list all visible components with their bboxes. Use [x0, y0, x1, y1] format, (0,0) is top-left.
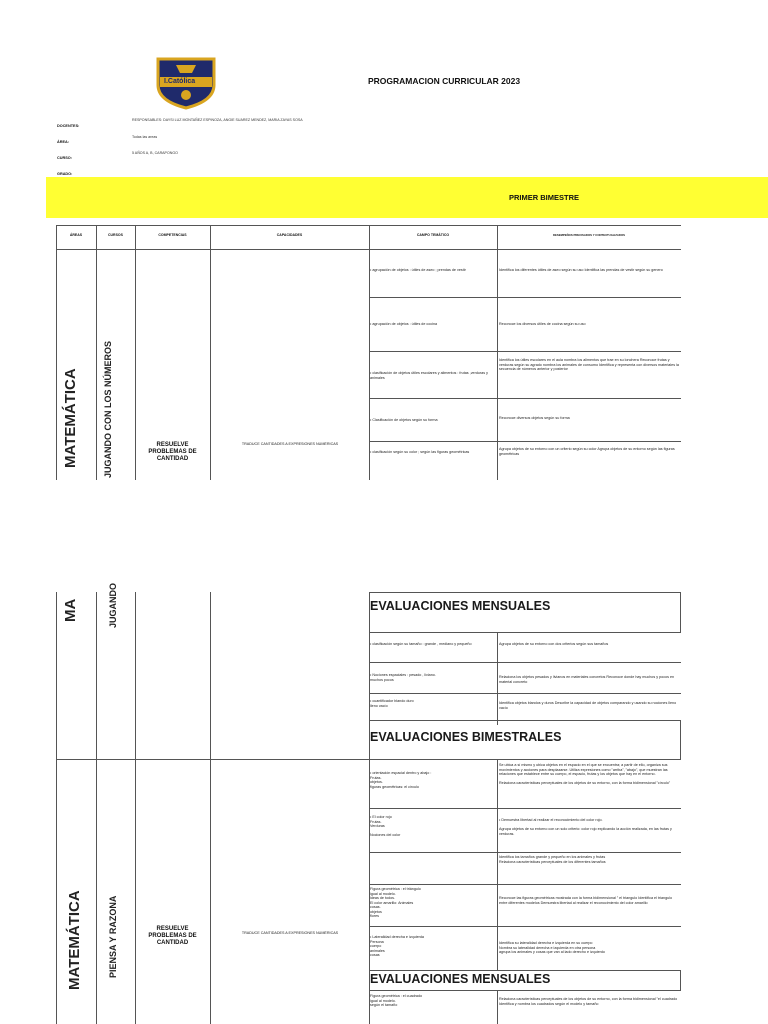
desempeno-row: Reconoce los diversos útiles de cocina según su uso [499, 322, 586, 326]
campo-row: • El color rojo Frutas. Verduras Nociones del color [370, 815, 401, 837]
col-areas: ÁREAS [69, 233, 83, 237]
campo-row: • Lateralidad derecha e izquierda Persona cuerpo animales cosas [370, 935, 424, 957]
desempeno-row: Reconoce diversos objetos según su forma [499, 416, 570, 420]
capacidad-1: TRADUCE CANTIDADES A EXPRESIONES NUMÉRICAS [241, 442, 339, 446]
desempeno-row: Identifica su lateralidad derecha e izquierda en su cuerpo Nombra su lateralidad derecha e izquierda en otra persona agrupa los animales y cosas que van al lado derecho e izquierdo [499, 941, 605, 954]
campo-row: • agrupación de objetos : útiles de aseo ; prendas de vestir [370, 268, 466, 272]
desempeno-row: Identifica los tamaños grande y pequeño en los animales y frutas Relaciona características perceptuales de los diferentes tamaños [499, 855, 606, 864]
eval-mensuales-heading-2: EVALUACIONES MENSUALES [370, 972, 551, 986]
desempeno-row: • Demuestra libertad al realizar el reconocimiento del color rojo. Agrupa objetos de su entorno con un solo criterio: color rojo explicando la acción realizada, en las frutas y verduras. [499, 818, 672, 836]
grado-label: GRADO: [57, 172, 73, 176]
desempeno-row: Identifica objetos blandos y duros Describe la capacidad de objetos comparando y usando su nociones lleno vacío [499, 701, 677, 710]
col-capacidades: CAPACIDADES [276, 233, 303, 237]
area-vertical-2-top: MA [62, 598, 79, 622]
logo-text: I.Católica [164, 78, 196, 85]
bimestre-band [46, 177, 768, 218]
area-label: ÁREA: [57, 140, 70, 144]
desempeno-row: Se ubica a sí mismo y ubica objetos en el espacio en el que se encuentra; a partir de ello, organiza sus movimientos y acciones para desplazarse. Utiliza expresiones como "arriba", "abajo", que muestran las relaciones que establece entre su cuerpo, el espacio, frutas y los objetos que hay en el entorno. Relaciona características perceptuales de los objetos de su entorno, con la forma bidimensional "círculo" [499, 763, 671, 785]
col-cursos: CURSOS [108, 233, 123, 237]
area-value: Todas las areas [132, 135, 158, 139]
campo-row: • agrupación de objetos : útiles de cocina [370, 322, 438, 326]
competencia-1: RESUELVE PROBLEMAS DE CANTIDAD [148, 442, 197, 462]
page-title: PROGRAMACION CURRICULAR 2023 [368, 76, 521, 86]
campo-row: • Nociones espaciales : pesado , liviano. muchos pocos [370, 673, 436, 682]
desempeno-row: Identifica los útiles escolares en el aula nombra los alimentos que trae en su lonchera Reconoce frutas y verduras según su agrado nombra los animales de consumo Identifica y representa con diversos materiales la secuencia de números anterior y posterior [499, 358, 679, 371]
competencia-2: RESUELVE PROBLEMAS DE CANTIDAD [148, 926, 197, 946]
docentes-label: DOCENTES: [57, 124, 80, 128]
col-campo: CAMPO TEMÁTICO [416, 233, 450, 237]
desempeno-row: Agrupa objetos de su entorno con dos criterios según sus tamaños [499, 642, 609, 646]
capacidad-2: TRADUCE CANTIDADES A EXPRESIONES NUMÉRICAS [241, 931, 339, 935]
curso-vertical-1: JUGANDO CON LOS NÚMEROS [103, 340, 113, 478]
desempeno-row: Relaciona características perceptuales de los objetos de su entorno, con la forma bidimensional "el cuadrado Identifica y nombra los cuadrados según el modelo y tamaño [499, 997, 678, 1006]
col-competencias: COMPETENCIAS [158, 233, 187, 237]
campo-row: • clasificación de objetos útiles escolares y alimentos : frutas ,verduras y animales [370, 371, 488, 380]
campo-row: • clasificación según su color ; según las figuras geométricas [370, 450, 470, 454]
bimestre-label: PRIMER BIMESTRE [509, 193, 580, 202]
responsables-text: RESPONSABLES: DAYSI LUZ MONTAÑEZ ESPINOZA, ANGIE SUAREZ MENDEZ, MARIA ZAYAS SOSA [132, 118, 303, 122]
curriculum-table-2 [56, 592, 681, 1024]
col-desempenos: DESEMPEÑOS PRECISADOS Y CONTEXTUALIZADOS [552, 233, 625, 237]
area-vertical-2: MATEMÁTICA [66, 890, 83, 990]
eval-bimestrales-heading: EVALUACIONES BIMESTRALES [370, 730, 562, 744]
grado-value: 5 AÑOS A, B, CARAPONGO [132, 151, 178, 155]
campo-row: • cuantificador blando duro lleno vacío [370, 699, 414, 708]
desempeno-row: Relaciona los objetos pesados y livianos en materiales concretos Reconoce donde hay muchos y pocos en material concreto [499, 675, 675, 684]
area-vertical-1: MATEMÁTICA [62, 368, 79, 468]
desempeno-row: Reconoce las figuras geométricas mostrada con la forma bidimensional " el triangulo Identifica el triangulo entre diferentes modelos Demuestra libertad al realizar el reconocimiento del color amarillo [499, 896, 673, 905]
curso-label: CURSO: [57, 156, 72, 160]
desempeno-row: Identifica los diferentes útiles de aseo según su uso Identifica las prendas de vestir según su genero [499, 268, 663, 272]
campo-row: Figura geométrica : el triángulo igual al modelo. ideas de todos. El color amarillo: Animales cosas. objetos flores [370, 887, 421, 918]
curso-vertical-2-top: JUGANDO [108, 582, 118, 628]
eval-mensuales-heading: EVALUACIONES MENSUALES [370, 599, 551, 613]
school-logo [154, 55, 218, 110]
desempeno-row: Agrupa objetos de su entorno con un criterio según su color Agrupa objetos de su entorno según las figuras geométricas [499, 447, 675, 456]
campo-row: • orientación espacial dentro y abajo : Frutas. objetos. figuras geométricas: el círculo [370, 771, 432, 789]
curso-vertical-2: PIENSA Y RAZONA [108, 895, 118, 978]
campo-row: • Clasificación de objetos según su forma [370, 418, 438, 422]
campo-row: Figura geométrica : el cuadrado igual al modelo. según el tamaño [370, 994, 423, 1007]
campo-row: • clasificación según su tamaño : grande , mediano y pequeño [370, 642, 472, 646]
